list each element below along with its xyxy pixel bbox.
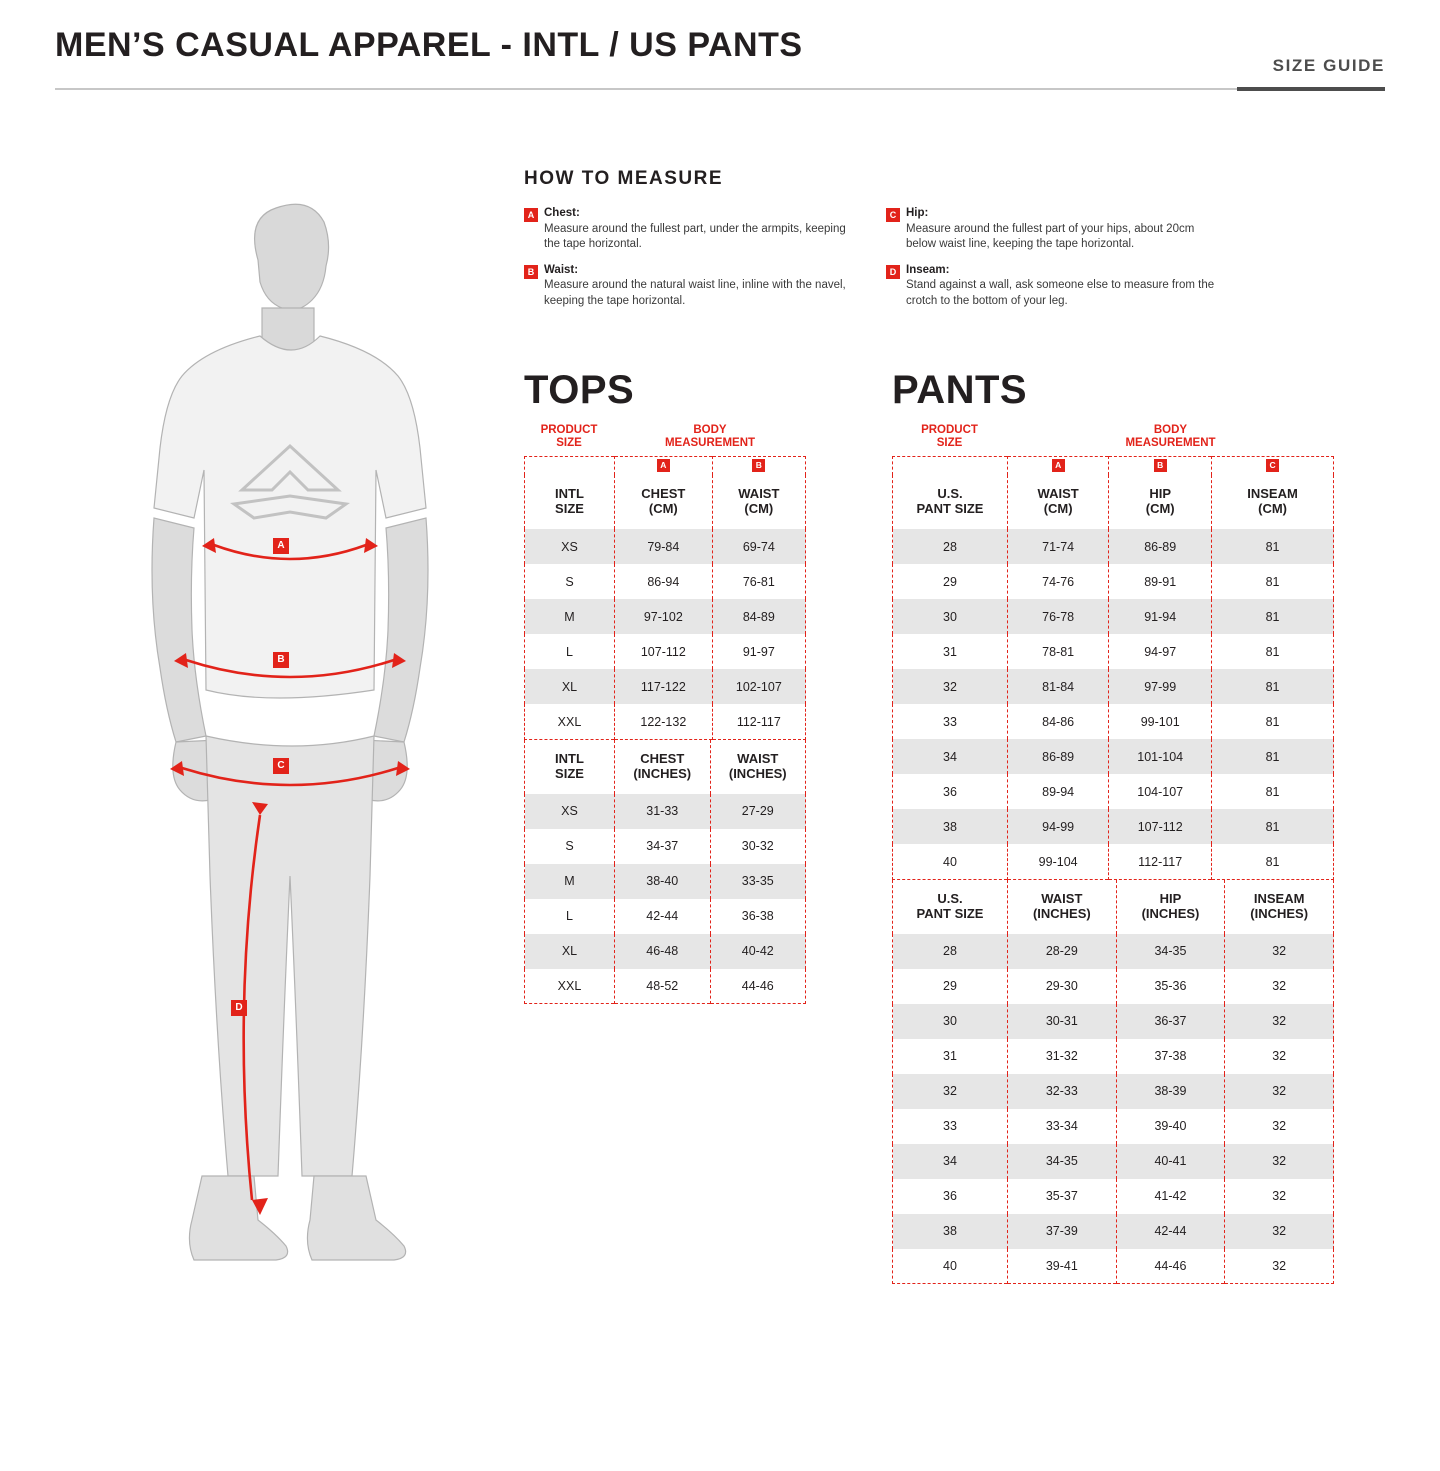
measure-item-desc: Measure around the fullest part, under the armpits, keeping the tape horizontal.	[544, 222, 846, 251]
table-row	[893, 564, 1334, 599]
table-row	[525, 829, 806, 864]
measure-item-label: Waist:	[544, 263, 579, 276]
table-cell: 81	[1212, 774, 1334, 809]
table-row	[525, 564, 806, 599]
table-row	[893, 1214, 1334, 1249]
tops-section-title: TOPS	[524, 368, 635, 412]
table-cell: 99-104	[1008, 844, 1109, 879]
table-row	[893, 739, 1334, 774]
table-cell: 35-36	[1116, 969, 1225, 1004]
table-cell: 40-42	[710, 934, 806, 969]
table-cell: 101-104	[1109, 739, 1212, 774]
column-header: U.S. PANT SIZE	[893, 880, 1008, 934]
table-row	[893, 774, 1334, 809]
table-cell: 39-40	[1116, 1109, 1225, 1144]
table-cell: 76-81	[712, 564, 805, 599]
table-row	[525, 864, 806, 899]
table-cell: 84-86	[1008, 704, 1109, 739]
table-cell: 107-112	[1109, 809, 1212, 844]
badge-c-icon: C	[1266, 459, 1279, 472]
table-cell: 97-99	[1109, 669, 1212, 704]
table-cell: 34-35	[1116, 934, 1225, 969]
measure-item-desc: Stand against a wall, ask someone else to measure from the crotch to the bottom of your leg.	[906, 279, 1215, 307]
mannequin-illustration	[110, 200, 470, 1320]
column-header: HIP (CM)	[1109, 475, 1212, 529]
pants-section-title: PANTS	[892, 368, 1028, 412]
page-title: MEN’S CASUAL APPAREL - INTL / US PANTS	[55, 26, 803, 64]
table-cell: 33-35	[710, 864, 806, 899]
table-cell: L	[566, 644, 573, 659]
table-cell: 31-32	[1008, 1039, 1117, 1074]
table-cell: 35-37	[1008, 1179, 1117, 1214]
figure-letter-d: D	[231, 1000, 247, 1016]
table-cell: 39-41	[1008, 1249, 1117, 1284]
pants-body-measurement-header: BODY MEASUREMENT	[1125, 424, 1216, 450]
table-cell: 38	[893, 809, 1008, 844]
badge-a-icon: A	[1052, 459, 1065, 472]
table-cell: 44-46	[1116, 1249, 1225, 1284]
table-cell: 81	[1212, 844, 1334, 879]
table-cell: 27-29	[710, 794, 806, 829]
table-cell: M	[525, 599, 615, 634]
table-cell: 74-76	[1008, 564, 1109, 599]
table-cell: 28	[893, 529, 1008, 564]
table-cell: 81	[1212, 809, 1334, 844]
pants-table-wrap	[892, 424, 1334, 1284]
column-badge-cell	[893, 457, 1008, 476]
measure-item-waist	[524, 263, 854, 310]
table-cell: 32	[1225, 1214, 1334, 1249]
badge-b-icon: B	[524, 265, 538, 279]
how-to-measure-section	[524, 168, 1224, 319]
pants-group-headers	[892, 424, 1334, 456]
table-cell: 81	[1212, 739, 1334, 774]
table-cell: 94-99	[1008, 809, 1109, 844]
page-header	[55, 26, 1385, 98]
table-cell: 102-107	[712, 669, 805, 704]
table-cell: 31	[943, 1049, 957, 1064]
pants-inches-table	[892, 880, 1334, 1284]
table-cell: 78-81	[1008, 634, 1109, 669]
column-badge-cell	[1109, 457, 1212, 476]
measure-item-hip	[886, 206, 1216, 253]
table-cell: XL	[525, 934, 615, 969]
table-cell: XL	[525, 669, 615, 704]
table-cell: 32	[1225, 969, 1334, 1004]
measure-item-desc: Measure around the fullest part of your hips, about 20cm below waist line, keeping the tape horizontal.	[906, 222, 1195, 251]
measurement-figure	[110, 200, 470, 1320]
tops-inches-table	[524, 740, 806, 1004]
table-cell: 32	[893, 1074, 1008, 1109]
table-cell: 34-35	[1008, 1144, 1117, 1179]
figure-letter-c: C	[273, 758, 289, 774]
table-cell: 32	[1225, 1144, 1334, 1179]
table-cell: 104-107	[1109, 774, 1212, 809]
badge-a-icon: A	[524, 208, 538, 222]
table-cell: 81	[1212, 564, 1334, 599]
table-cell: 81-84	[1008, 669, 1109, 704]
table-row	[893, 934, 1334, 969]
measure-item-chest	[524, 206, 854, 253]
table-cell: 29-30	[1008, 969, 1117, 1004]
table-row	[893, 969, 1334, 1004]
table-row	[893, 669, 1334, 704]
size-guide-label: SIZE GUIDE	[1272, 56, 1385, 75]
table-cell: 37-39	[1008, 1214, 1117, 1249]
table-cell: 94-97	[1109, 634, 1212, 669]
table-cell: XXL	[557, 978, 582, 993]
table-cell: 44-46	[710, 969, 806, 1004]
column-header: INSEAM (INCHES)	[1225, 880, 1334, 934]
figure-letter-b: B	[273, 652, 289, 668]
table-row	[525, 969, 806, 1004]
table-cell: 46-48	[615, 934, 711, 969]
measure-item-text	[906, 206, 1216, 253]
table-row	[893, 1109, 1334, 1144]
table-cell: 42-44	[1116, 1214, 1225, 1249]
table-cell: 91-94	[1109, 599, 1212, 634]
tops-cm-table	[524, 456, 806, 739]
table-cell: 40-41	[1116, 1144, 1225, 1179]
table-cell: 32-33	[1008, 1074, 1117, 1109]
table-cell: 81	[1212, 669, 1334, 704]
column-badge-cell	[1212, 457, 1334, 476]
table-cell: 81	[1212, 704, 1334, 739]
measure-item-text	[544, 263, 854, 310]
table-cell: 33	[943, 714, 957, 729]
table-cell: 89-94	[1008, 774, 1109, 809]
table-cell: M	[525, 864, 615, 899]
badge-b-icon: B	[1154, 459, 1167, 472]
badge-d-icon: D	[886, 265, 900, 279]
how-to-measure-column-left	[524, 206, 854, 319]
table-cell: 32	[1225, 1109, 1334, 1144]
table-row	[525, 899, 806, 934]
table-cell: 69-74	[712, 529, 805, 564]
tops-group-headers	[524, 424, 806, 456]
column-header: WAIST (CM)	[712, 475, 805, 529]
column-header: INTL SIZE	[525, 475, 615, 529]
table-cell: 117-122	[615, 669, 713, 704]
table-cell: XS	[525, 794, 615, 829]
table-cell: XS	[525, 529, 615, 564]
table-cell: 30-32	[710, 829, 806, 864]
table-row	[525, 704, 806, 739]
table-cell: S	[565, 574, 574, 589]
table-cell: 86-89	[1109, 529, 1212, 564]
measure-item-text	[544, 206, 854, 253]
pants-product-size-header: PRODUCT SIZE	[921, 424, 978, 450]
measure-item-text	[906, 263, 1216, 310]
table-row	[525, 794, 806, 829]
table-cell: XXL	[557, 714, 582, 729]
table-cell: 112-117	[712, 704, 805, 739]
table-badge-row	[893, 457, 1334, 476]
badge-a-icon: A	[657, 459, 670, 472]
table-cell: 36	[943, 1189, 957, 1204]
measure-item-desc: Measure around the natural waist line, inline with the navel, keeping the tape horizontal.	[544, 279, 846, 307]
table-cell: 71-74	[1008, 529, 1109, 564]
table-cell: 32	[1225, 1249, 1334, 1284]
table-cell: 86-89	[1008, 739, 1109, 774]
table-row	[525, 934, 806, 969]
table-cell: 38-40	[615, 864, 711, 899]
measure-item-label: Hip:	[906, 207, 929, 219]
measure-item-label: Inseam:	[906, 263, 950, 276]
header-divider	[55, 88, 1385, 90]
tops-body-measurement-header: BODY MEASUREMENT	[664, 424, 756, 450]
table-cell: 107-112	[615, 634, 713, 669]
table-cell: 32	[1225, 1179, 1334, 1214]
table-cell: 89-91	[1109, 564, 1212, 599]
table-row	[893, 599, 1334, 634]
how-to-measure-column-right	[886, 206, 1216, 319]
table-row	[525, 599, 806, 634]
table-row	[893, 704, 1334, 739]
table-row	[893, 844, 1334, 879]
table-row	[893, 1004, 1334, 1039]
table-cell: 30	[893, 599, 1008, 634]
table-row	[525, 529, 806, 564]
table-cell: 29	[943, 979, 957, 994]
table-row	[893, 1074, 1334, 1109]
table-cell: 86-94	[615, 564, 713, 599]
column-header: WAIST (INCHES)	[710, 740, 806, 794]
measure-item-label: Chest:	[544, 207, 580, 219]
column-badge-cell	[525, 457, 615, 476]
table-row	[893, 1249, 1334, 1284]
table-cell: 38	[893, 1214, 1008, 1249]
table-header-row	[893, 475, 1334, 529]
table-cell: L	[566, 909, 573, 924]
table-cell: 112-117	[1109, 844, 1212, 879]
table-cell: 33-34	[1008, 1109, 1117, 1144]
header-divider-accent	[1237, 87, 1385, 91]
badge-b-icon: B	[752, 459, 765, 472]
column-badge-cell	[615, 457, 713, 476]
table-cell: 48-52	[615, 969, 711, 1004]
column-header: U.S. PANT SIZE	[893, 475, 1008, 529]
pants-cm-table	[892, 456, 1334, 879]
column-header: HIP (INCHES)	[1116, 880, 1225, 934]
measure-item-inseam	[886, 263, 1216, 310]
tops-table-wrap	[524, 424, 806, 1004]
how-to-measure-title: HOW TO MEASURE	[524, 168, 724, 189]
table-cell: 79-84	[615, 529, 713, 564]
table-cell: 37-38	[1116, 1039, 1225, 1074]
table-row	[893, 529, 1334, 564]
table-cell: 91-97	[712, 634, 805, 669]
table-cell: 32	[1225, 1039, 1334, 1074]
table-cell: 99-101	[1109, 704, 1212, 739]
table-cell: 40	[943, 854, 957, 869]
table-badge-row	[525, 457, 806, 476]
table-cell: 42-44	[615, 899, 711, 934]
column-header: INTL SIZE	[525, 740, 615, 794]
table-cell: 36-37	[1116, 1004, 1225, 1039]
table-header-row	[525, 740, 806, 794]
table-cell: 34	[893, 739, 1008, 774]
table-cell: 122-132	[615, 704, 713, 739]
table-cell: 31	[943, 644, 957, 659]
table-cell: 81	[1212, 634, 1334, 669]
table-cell: 38-39	[1116, 1074, 1225, 1109]
table-cell: S	[565, 839, 574, 854]
table-cell: 29	[943, 574, 957, 589]
table-cell: 32	[1225, 1004, 1334, 1039]
column-header: CHEST (CM)	[615, 475, 713, 529]
table-row	[893, 1179, 1334, 1214]
table-row	[525, 634, 806, 669]
tops-product-size-header: PRODUCT SIZE	[540, 424, 598, 450]
table-cell: 28-29	[1008, 934, 1117, 969]
column-badge-cell	[712, 457, 805, 476]
table-cell: 32	[1225, 1074, 1334, 1109]
table-cell: 97-102	[615, 599, 713, 634]
table-cell: 40	[943, 1258, 957, 1273]
table-cell: 31-33	[615, 794, 711, 829]
table-cell: 32	[1225, 934, 1334, 969]
table-row	[893, 809, 1334, 844]
column-header: CHEST (INCHES)	[615, 740, 711, 794]
table-header-row	[893, 880, 1334, 934]
table-cell: 81	[1212, 599, 1334, 634]
table-row	[893, 1144, 1334, 1179]
table-cell: 76-78	[1008, 599, 1109, 634]
column-badge-cell	[1008, 457, 1109, 476]
table-cell: 36-38	[710, 899, 806, 934]
figure-letter-a: A	[273, 538, 289, 554]
table-cell: 28	[893, 934, 1008, 969]
table-cell: 81	[1212, 529, 1334, 564]
table-row	[525, 669, 806, 704]
table-header-row	[525, 475, 806, 529]
badge-c-icon: C	[886, 208, 900, 222]
table-cell: 36	[943, 784, 957, 799]
table-cell: 84-89	[712, 599, 805, 634]
column-header: WAIST (INCHES)	[1008, 880, 1117, 934]
table-cell: 34-37	[615, 829, 711, 864]
table-row	[893, 634, 1334, 669]
table-cell: 41-42	[1116, 1179, 1225, 1214]
column-header: INSEAM (CM)	[1212, 475, 1334, 529]
table-cell: 30-31	[1008, 1004, 1117, 1039]
table-cell: 32	[893, 669, 1008, 704]
table-row	[893, 1039, 1334, 1074]
table-cell: 34	[893, 1144, 1008, 1179]
table-cell: 33	[943, 1119, 957, 1134]
column-header: WAIST (CM)	[1008, 475, 1109, 529]
table-cell: 30	[893, 1004, 1008, 1039]
